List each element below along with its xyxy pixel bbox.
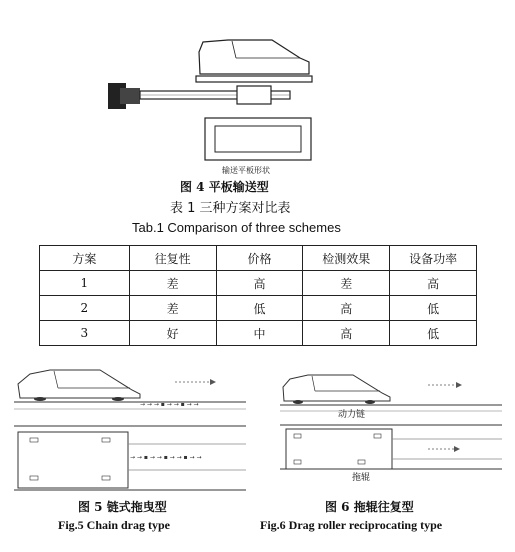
table-cell: 差 [303,271,390,296]
fig6-label-chain: 动力链 [338,410,366,420]
table1-title-cn: 表 1 三种方案对比表 [170,201,291,216]
table-header-cell: 设备功率 [390,246,477,271]
fig5-caption-cn: 图 5 链式拖曳型 [78,500,167,514]
table-row [40,321,477,346]
table-cell: 1 [40,271,130,296]
fig5-caption-en: Fig.5 Chain drag type [58,518,171,532]
table-cell: 差 [129,271,216,296]
table-cell: 高 [303,321,390,346]
fig4-caption: 图 4 平板输送型 [180,180,269,194]
fig6-caption-en: Fig.6 Drag roller reciprocating type [260,518,443,532]
table-cell: 2 [40,296,130,321]
svg-text:→ → → ▪ → → ▪ → →: → → → ▪ → → ▪ → → [140,401,199,408]
fig6-car [283,375,390,401]
table-cell: 好 [129,321,216,346]
table-header-cell: 往复性 [129,246,216,271]
fig6-caption-cn: 图 6 拖辊往复型 [325,500,414,514]
table-header-cell: 方案 [40,246,130,271]
fig4-inset-label: 输送平板形状 [222,166,270,175]
fig5-car [18,370,140,398]
table-header-cell: 价格 [216,246,303,271]
fig4-carriage [237,86,271,104]
fig6-label-roller: 拖辊 [352,473,371,483]
table-cell: 高 [216,271,303,296]
table-cell: 低 [390,296,477,321]
fig4-car [199,40,309,74]
table-header-row [40,246,477,271]
table1-title-en: Tab.1 Comparison of three schemes [132,220,341,235]
table-cell: 低 [390,321,477,346]
table-cell: 高 [303,296,390,321]
table-row [40,296,477,321]
table-cell: 低 [216,296,303,321]
svg-text:→ → ▪ → → ▪ → → ▪ → →: → → ▪ → → ▪ → → ▪ → → [130,454,202,461]
table-cell: 高 [390,271,477,296]
table-cell: 3 [40,321,130,346]
table-row [40,271,477,296]
fig4-plate [196,76,312,82]
table-cell: 中 [216,321,303,346]
fig5-drawing [10,360,270,495]
fig6-drawing [278,365,508,490]
comparison-table [39,245,477,346]
table-header-cell: 检测效果 [303,246,390,271]
table-cell: 差 [129,296,216,321]
